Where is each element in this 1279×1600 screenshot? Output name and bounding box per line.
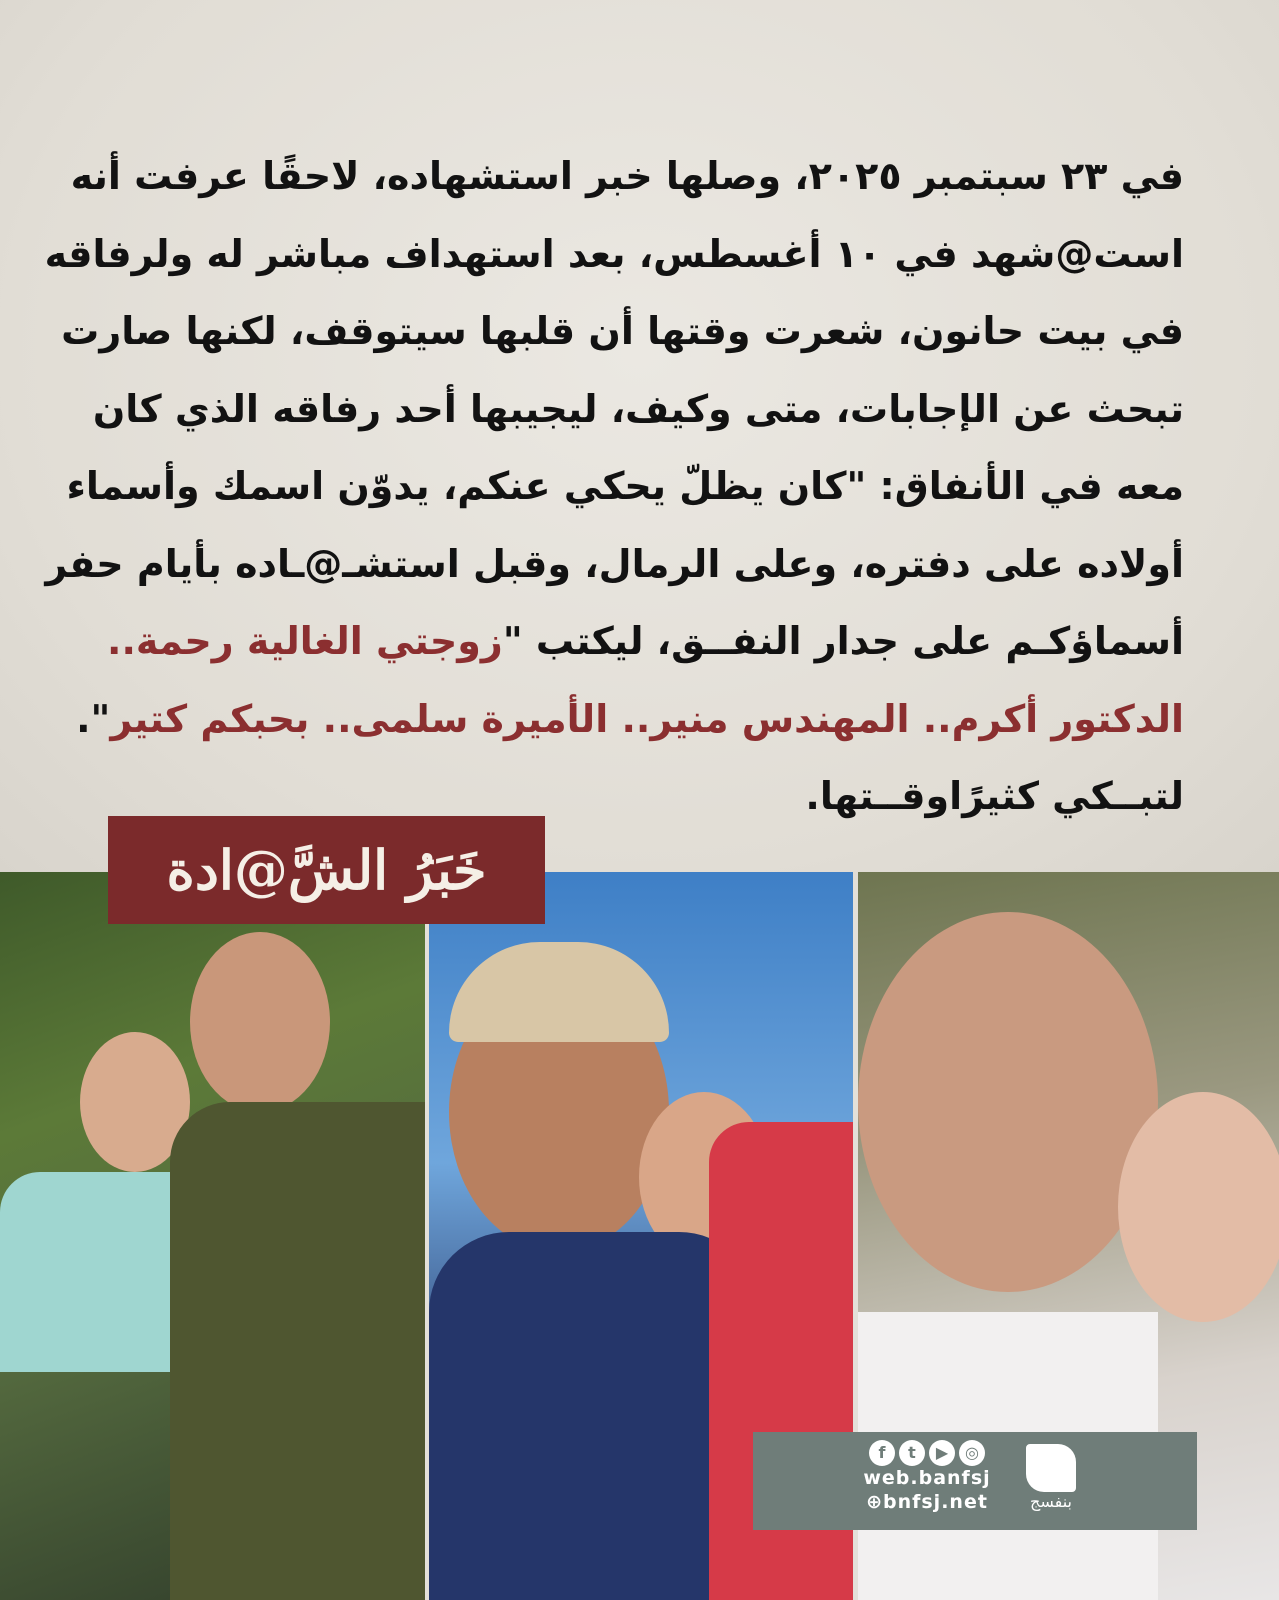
banner-title: خَبَرُ الشَّ@ادة (166, 838, 487, 902)
text-line (98, 603, 1184, 681)
website-text: bnfsj.net (882, 1491, 988, 1513)
website-link[interactable] (857, 1490, 997, 1514)
story-text (44, 138, 1184, 836)
text-line: است@شهد في ١٠ أغسطس، بعد استهداف مباشر له ولرفاقه (44, 231, 1184, 276)
text-line: في بيت حانون، شعرت وقتها أن قلبها سيتوقف، لكنها صارت (61, 309, 1184, 353)
quote-highlight: الدكتور أكرم.. المهندس منير.. الأميرة سلمى.. بحبكم كتير (110, 696, 1184, 741)
globe-icon: ⊕ (866, 1491, 883, 1513)
leaf-logo-icon (1026, 1444, 1076, 1492)
text-line: معه في الأنفاق: "كان يظلّ يحكي عنكم، يدوّن اسمك وأسماء (66, 464, 1184, 508)
text-line: تبحث عن الإجابات، متى وكيف، ليجيبها أحد رفاقه الذي كان (92, 386, 1184, 431)
title-banner (108, 816, 545, 924)
facebook-icon[interactable]: f (869, 1440, 895, 1466)
text-plain: ". (76, 696, 111, 741)
social-block (857, 1440, 997, 1514)
instagram-icon[interactable]: ◎ (959, 1440, 985, 1466)
text-line: لتبــكي كثيرًاوقــتها. (805, 774, 1184, 818)
brand-logo (1021, 1444, 1081, 1511)
text-line: في ٢٣ سبتمبر ٢٠٢٥، وصلها خبر استشهاده، لاحقًا عرفت أنه (70, 154, 1184, 198)
logo-text: بنفسج (1030, 1492, 1072, 1511)
photo-father-daughter-garden (0, 872, 425, 1600)
brand-footer (753, 1432, 1197, 1530)
quote-highlight: زوجتي الغالية رحمة.. (107, 619, 503, 663)
twitter-icon[interactable]: t (899, 1440, 925, 1466)
text-line: أولاده على دفتره، وعلى الرمال، وقبل استشـ@ـاده بأيام حفر (45, 541, 1184, 586)
text-line (76, 681, 1184, 759)
text-plain: أسماؤكـم على جدار النفــق، ليكتب " (502, 619, 1184, 663)
youtube-icon[interactable]: ▶ (929, 1440, 955, 1466)
social-handle[interactable]: web.banfsj (863, 1467, 991, 1489)
